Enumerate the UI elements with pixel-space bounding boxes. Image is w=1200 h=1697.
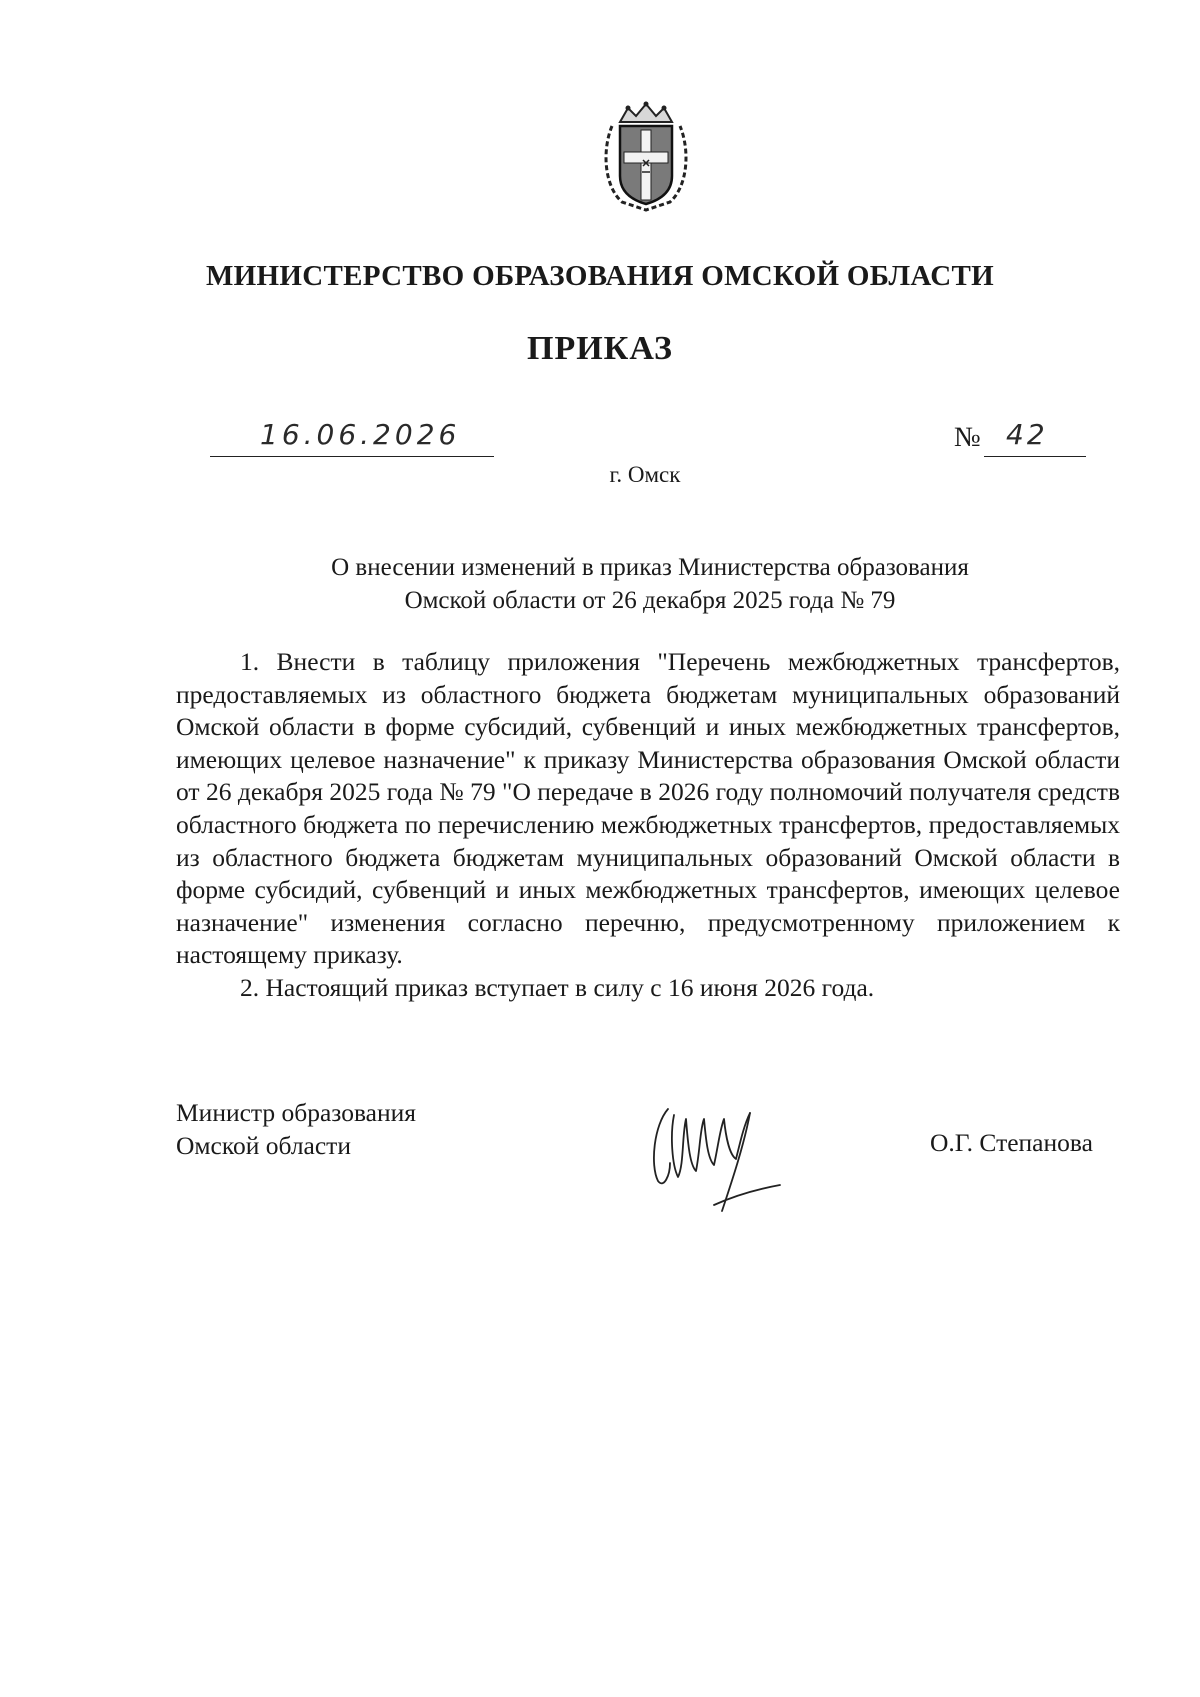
number-field <box>984 418 1086 457</box>
paragraph-1: 1. Внести в таблицу приложения "Перечень межбюджетных трансфертов, предоставляемых из областного бюджета бюджетам муниципальных образований Омской области в форме субсидий, субвенций и иных межбюджетных трансфертов, имеющих целевое назначение" к приказу Министерства образования Омской области от 26 декабря 2025 года № 79 "О передаче в 2026 году полномочий получателя средств областного бюджета по перечислению межбюджетных трансфертов, предоставляемых из областного бюджета бюджетам муниципальных образований Омской области в форме субсидий, субвенций и иных межбюджетных трансфертов, имеющих целевое назначение" изменения согласно перечню, предусмотренному приложением к настоящему приказу. <box>176 647 1120 970</box>
city: г. Омск <box>609 462 681 487</box>
date-field <box>210 418 494 457</box>
subject-line-2: Омской области от 26 декабря 2025 года № 79 <box>404 586 896 614</box>
number-sign: № <box>954 422 981 453</box>
ministry-title: МИНИСТЕРСТВО ОБРАЗОВАНИЯ ОМСКОЙ ОБЛАСТИ <box>206 260 994 292</box>
signer-position <box>176 1096 416 1162</box>
document-subject <box>200 552 1100 617</box>
document-type: ПРИКАЗ <box>527 330 673 367</box>
subject-line-1: О внесении изменений в приказ Министерства образования <box>331 554 969 581</box>
document-date: 16.06.2026 <box>260 418 461 451</box>
document-body <box>176 646 1120 1005</box>
signer-position-line-1: Министр образования <box>176 1098 417 1127</box>
document-number: 42 <box>1006 418 1048 451</box>
paragraph-2: 2. Настоящий приказ вступает в силу с 16 июня 2026 года. <box>240 972 875 1002</box>
signature-icon <box>640 1085 800 1225</box>
coat-of-arms-icon <box>598 100 694 212</box>
signer-position-line-2: Омской области <box>176 1131 351 1160</box>
signer-name: О.Г. Степанова <box>930 1128 1093 1157</box>
